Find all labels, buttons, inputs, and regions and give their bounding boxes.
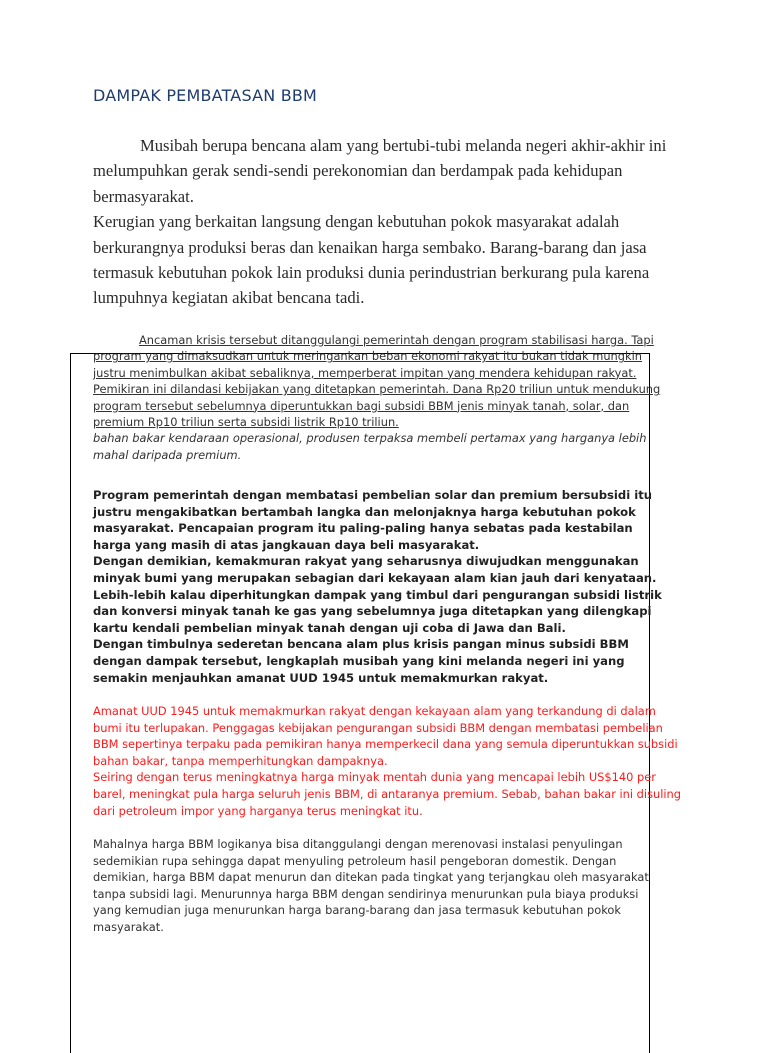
intro-paragraph-1: Musibah berupa bencana alam yang bertubi-tubi melanda negeri akhir-akhir ini melumpuhkan gerak sendi-sendi perekonomian dan berdampak pada kehidupan bermasyarakat. bbox=[93, 136, 667, 206]
intro-paragraph-2: Kerugian yang berkaitan langsung dengan kebutuhan pokok masyarakat adalah berkurangnya produksi beras dan kenaikan harga sembako. Barang-barang dan jasa termasuk kebutuhan pokok lain produksi dunia perindustrian berkurang pula karena lumpuhnya kegiatan akibat bencana tadi. bbox=[93, 212, 650, 308]
bold-paragraph-2: Dengan demikian, kemakmuran rakyat yang seharusnya diwujudkan menggunakan minyak bumi yang merupakan sebagian dari kekayaan alam kian jauh dari kenyataan. Lebih-lebih kalau diperhitungkan dampak yang timbul dari pengurangan subsidi listrik dan konversi minyak tanah ke gas yang sebelumnya juga ditetapkan yang dilengkapi kartu kendali pembelian minyak tanah dengan uji coba di Jawa dan Bali. bbox=[93, 554, 662, 635]
red-paragraph-2: Seiring dengan terus meningkatnya harga minyak mentah dunia yang mencapai lebih US$140 per barel, meningkat pula harga seluruh jenis BBM, di antaranya premium. Sebab, bahan bakar ini disuling dari petroleum impor yang harganya terus meningkat itu. bbox=[93, 770, 681, 818]
plain-section bbox=[93, 836, 665, 936]
bold-section bbox=[93, 487, 665, 686]
red-paragraph-1: Amanat UUD 1945 untuk memakmurkan rakyat dengan kekayaan alam yang terkandung di dalam bumi itu terlupakan. Penggagas kebijakan pengurangan subsidi BBM dengan membatasi pembelian BBM sepertinya terpaku pada pemikiran hanya memperkecil dana yang semula diperuntukkan subsidi bahan bakar, tanpa memperhitungkan dampaknya. bbox=[93, 704, 678, 768]
underlined-paragraph: Ancaman krisis tersebut ditanggulangi pemerintah dengan program stabilisasi harga. Tapi program yang dimaksudkan untuk meringankan beban ekonomi rakyat itu bukan tidak mungkin justru menimbulkan akibat sebaliknya, memperberat impitan yang mendera kehidupan rakyat. Pemikiran ini dilandasi kebijakan yang ditetapkan pemerintah. Dana Rp20 triliun untuk mendukung program tersebut sebelumnya diperuntukkan bagi subsidi BBM jenis minyak tanah, solar, dan premium Rp10 triliun serta subsidi listrik Rp10 triliun. bbox=[93, 333, 661, 430]
underlined-section bbox=[93, 332, 675, 463]
intro-section bbox=[93, 133, 673, 311]
bold-paragraph-3: Dengan timbulnya sederetan bencana alam plus krisis pangan minus subsidi BBM dengan dampak tersebut, lengkaplah musibah yang kini melanda negeri ini yang semakin menjauhkan amanat UUD 1945 untuk memakmurkan rakyat. bbox=[93, 637, 629, 685]
bold-paragraph-1: Program pemerintah dengan membatasi pembelian solar dan premium bersubsidi itu justru mengakibatkan bertambah langka dan melonjaknya harga kebutuhan pokok masyarakat. Pencapaian program itu paling-paling hanya sebatas pada kestabilan harga yang masih di atas jangkauan daya beli masyarakat. bbox=[93, 488, 652, 552]
red-section bbox=[93, 703, 683, 819]
plain-paragraph: Mahalnya harga BBM logikanya bisa ditanggulangi dengan merenovasi instalasi penyulingan sedemikian rupa sehingga dapat menyuling petroleum hasil pengeboran domestik. Dengan demikian, harga BBM dapat menurun dan ditekan pada tingkat yang terjangkau oleh masyarakat tanpa subsidi lagi. Menurunnya harga BBM dengan sendirinya menurunkan pula biaya produksi yang kemudian juga menurunkan harga barang-barang dan jasa termasuk kebutuhan pokok masyarakat. bbox=[93, 837, 649, 934]
document-title: DAMPAK PEMBATASAN BBM bbox=[93, 86, 318, 105]
italic-paragraph: bahan bakar kendaraan operasional, produsen terpaksa membeli pertamax yang harganya lebih mahal daripada premium. bbox=[93, 431, 647, 462]
